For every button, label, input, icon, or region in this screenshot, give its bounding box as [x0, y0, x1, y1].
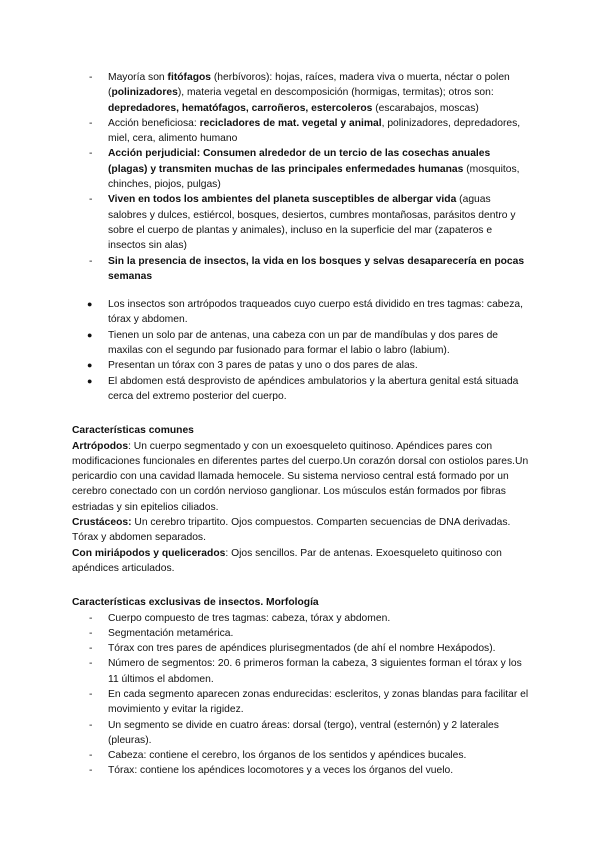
text-run: Tórax con tres pares de apéndices plurisegmentados (de ahí el nombre Hexápodos).: [108, 643, 496, 655]
text-run: (escarabajos, moscas): [372, 102, 479, 114]
list-item: [72, 748, 532, 763]
text-run: Tienen un solo par de antenas, una cabeza con un par de mandíbulas y dos pares de maxilas con el segundo par fusionado para formar el labio o labro (labium).: [108, 329, 499, 357]
text-run: , polinizadores, depredadores, miel, cera, alimento humano: [108, 117, 521, 145]
list-item: [72, 146, 532, 192]
dash-marker: -: [89, 117, 93, 129]
bold-text-run: Artrópodos: [72, 440, 129, 452]
bold-text-run: Acción perjudicial: Consumen alrededor de un tercio de las cosechas anuales (plagas) y transmiten muchas de las principales enfermedades humanas: [108, 148, 491, 175]
bold-text-run: depredadores, hematófagos, carroñeros, estercoleros: [108, 102, 373, 114]
list-item: [72, 254, 532, 285]
text-run: En cada segmento aparecen zonas endurecidas: escleritos, y zonas blandas para facilitar el movimiento y evitar la rigidez.: [108, 688, 529, 716]
text-run: Los insectos son artrópodos traqueados cuyo cuerpo está dividido en tres tagmas: cabeza, tórax y abdomen.: [108, 299, 523, 326]
text-run: (aguas salobres y dulces, estiércol, bosques, desiertos, cumbres montañosas, parásitos dentro y sobre el cuerpo de plantas y animales), incluso en la superficie del mar (zapateros e insectos sin alas): [108, 194, 516, 252]
document-content: [72, 70, 532, 779]
bold-text-run: Viven en todos los ambientes del planeta susceptibles de albergar vida: [108, 194, 457, 206]
bold-text-run: recicladores de mat. vegetal y animal: [199, 117, 382, 129]
list-item: [72, 641, 532, 656]
text-run: Un cerebro tripartito. Ojos compuestos. Comparten secuencias de DNA derivadas. Tórax y abdomen separados.: [72, 517, 511, 544]
insect-facts-dash-list: [72, 70, 532, 284]
list-item: [72, 70, 532, 116]
paragraph-crustaceans: [72, 515, 532, 546]
dash-marker: -: [89, 255, 93, 267]
list-item: [72, 374, 532, 405]
dash-marker: -: [89, 750, 93, 762]
list-item: [72, 763, 532, 778]
morphology-dash-list: [72, 611, 532, 779]
dash-marker: -: [89, 719, 93, 731]
text-run: ), materia vegetal en descomposición (hormigas, termitas); otros son:: [177, 87, 494, 99]
list-item: [72, 116, 532, 147]
text-run: Número de segmentos: 20. 6 primeros forman la cabeza, 3 siguientes forman el tórax y los 11 últimos el abdomen.: [108, 658, 522, 685]
text-run: Mayoría son: [108, 72, 168, 83]
dash-marker: -: [89, 72, 93, 83]
bold-text-run: polinizadores: [111, 87, 178, 99]
text-run: El abdomen está desprovisto de apéndices ambulatorios y la abertura genital está situada cerca del extremo posterior del cuerpo.: [108, 375, 519, 402]
list-item: [72, 192, 532, 253]
dash-marker: -: [89, 627, 93, 639]
section-heading-morphology: Características exclusivas de insectos. Morfología: [72, 597, 319, 609]
dash-marker: -: [89, 658, 93, 670]
dash-marker: -: [89, 688, 93, 700]
list-item: [72, 656, 532, 687]
dash-marker: -: [89, 643, 93, 655]
paragraph-arthropods: [72, 439, 532, 515]
list-item: [72, 297, 532, 328]
text-run: Cuerpo compuesto de tres tagmas: cabeza, tórax y abdomen.: [108, 612, 391, 624]
dash-marker: -: [89, 612, 93, 624]
bullet-marker: ●: [87, 299, 93, 310]
bold-text-run: Con miriápodos y quelicerados: [72, 547, 226, 559]
bold-text-run: fitófagos: [167, 72, 212, 83]
text-run: : Un cuerpo segmentado y con un exoesqueleto quitinoso. Apéndices pares con modificaciones funcionales en diferentes partes del cuerpo.Un corazón dorsal con ostiolos pares.Un pericardio con una cavidad llamada hemocele. Su sistema nervioso central está formado por un cerebro conectado con un cordón nervioso ganglionar. Los músculos están formados por fibras estriadas y sin epitelios ciliados.: [72, 440, 529, 513]
insect-definition-bullet-list: [72, 297, 532, 404]
list-item: [72, 687, 532, 718]
dash-marker: -: [89, 194, 93, 206]
text-run: Cabeza: contiene el cerebro, los órganos de los sentidos y apéndices bucales.: [108, 750, 467, 762]
text-run: (mosquitos, chinches, piojos, pulgas): [108, 163, 520, 191]
bold-text-run: Sin la presencia de insectos, la vida en los bosques y selvas desaparecería en pocas semanas: [108, 255, 525, 282]
bold-text-run: Crustáceos:: [72, 517, 132, 529]
text-run: Segmentación metamérica.: [108, 627, 234, 639]
text-run: Tórax: contiene los apéndices locomotores y a veces los órganos del vuelo.: [108, 765, 454, 777]
list-item: [72, 358, 532, 373]
text-run: Presentan un tórax con 3 pares de patas y uno o dos pares de alas.: [108, 360, 418, 372]
text-run: Acción beneficiosa:: [108, 117, 200, 129]
list-item: [72, 626, 532, 641]
section-heading-common: Características comunes: [72, 425, 194, 437]
paragraph-myriapods: [72, 546, 532, 577]
list-item: [72, 718, 532, 749]
dash-marker: -: [89, 765, 93, 777]
bullet-marker: ●: [87, 329, 93, 340]
text-run: Un segmento se divide en cuatro áreas: dorsal (tergo), ventral (esternón) y 2 laterales (pleuras).: [108, 719, 499, 746]
bullet-marker: ●: [87, 360, 93, 371]
text-run: : Ojos sencillos. Par de antenas. Exoesqueleto quitinoso con apéndices articulados.: [72, 547, 502, 574]
bullet-marker: ●: [87, 375, 93, 386]
text-run: (herbívoros): hojas, raíces, madera viva o muerta, néctar o polen (: [108, 72, 510, 99]
list-item: [72, 328, 532, 359]
list-item: [72, 611, 532, 626]
dash-marker: -: [89, 148, 93, 160]
